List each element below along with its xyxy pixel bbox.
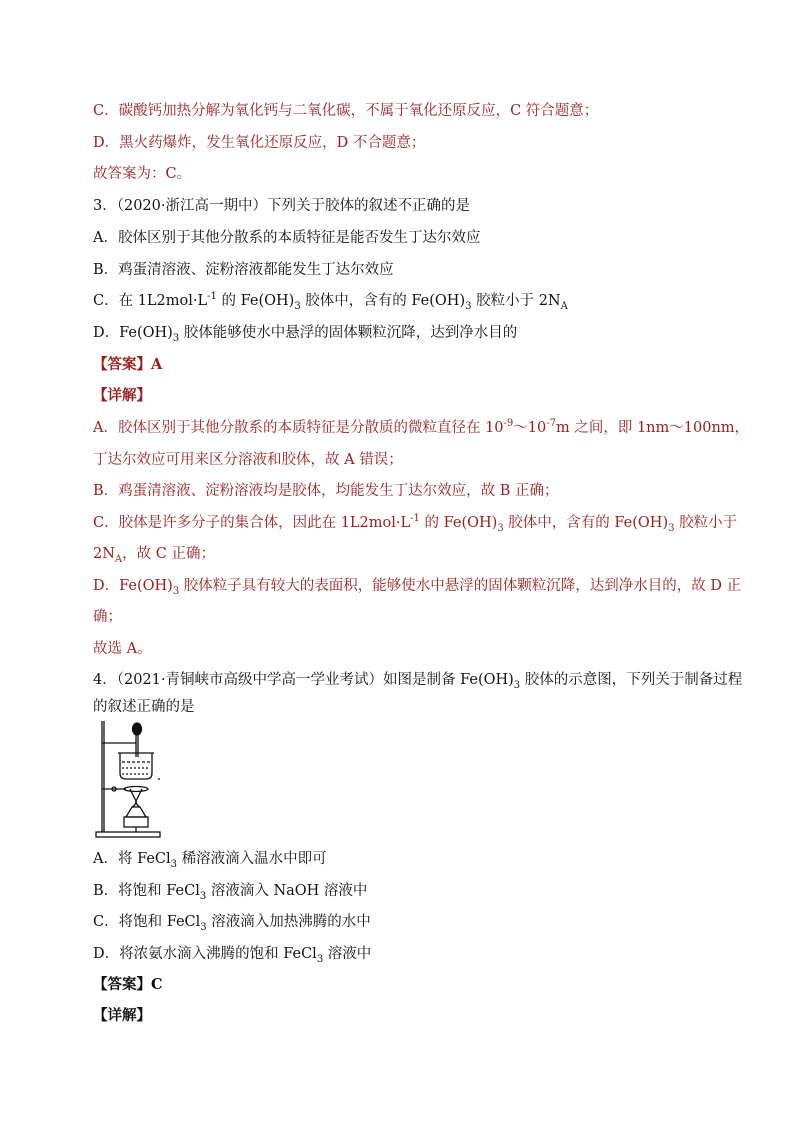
question-4-option-d: D．将浓氨水滴入沸腾的饱和 FeCl$_3$ 溶液中 <box>93 946 372 965</box>
explanation-3-c-line1: C．胶体是许多分子的集合体，因此在 $1L2mol\cdot L^{-1}$ 的 $Fe(OH)_3$ 胶体中，含有的 $Fe(OH)_3$ 胶粒小于 <box>93 513 738 534</box>
question-4-answer: 【答案】C <box>93 976 163 993</box>
question-3-option-c: C．在 $1L2mol\cdot L^{-1}$ 的 $Fe(OH)_3$ 胶体中，含有的 $Fe(OH)_3$ 胶粒小于 $2N_A$ <box>93 291 568 312</box>
answer-line-d-gunpowder: D．黑火药爆炸，发生氧化还原反应，D 不合题意； <box>93 135 426 151</box>
question-3-answer: 【答案】A <box>93 356 163 373</box>
question-3-option-a: A．胶体区别于其他分散系的本质特征是能否发生丁达尔效应 <box>93 230 481 246</box>
question-3-stem: 3．（2020·浙江高一期中）下列关于胶体的叙述不正确的是 <box>93 198 470 214</box>
explanation-3-a-line2: 丁达尔效应可用来区分溶液和胶体，故 A 错误； <box>93 452 403 468</box>
answer-conclusion-c: 故答案为：C。 <box>93 166 192 182</box>
question-4-explanation-heading: 【详解】 <box>93 1007 151 1024</box>
question-4-option-b: B．将饱和 FeCl$_3$ 溶液滴入 NaOH 溶液中 <box>93 883 368 902</box>
question-3-explanation-heading: 【详解】 <box>93 387 151 404</box>
question-4-stem-line1: 4．（2021·青铜峡市高级中学高一学业考试）如图是制备 $Fe(OH)_3$ 胶体的示意图，下列关于制备过程 <box>93 672 743 691</box>
explanation-3-c-line2: $2N_A$，故 C 正确； <box>93 546 215 565</box>
question-4-stem-line2: 的叙述正确的是 <box>93 699 195 715</box>
apparatus-fe-oh3-colloid-preparation-icon <box>92 717 164 841</box>
question-3-option-b: B．鸡蛋清溶液、淀粉溶液都能发生丁达尔效应 <box>93 262 394 278</box>
explanation-3-a-line1: A．胶体区别于其他分散系的本质特征是分散质的微粒直径在 $10^{-9}\sim 10^{-7}m$ 之间，即 1nm～100nm， <box>93 418 750 436</box>
answer-line-c-caco3: C．碳酸钙加热分解为氧化钙与二氧化碳，不属于氧化还原反应，C 符合题意； <box>93 103 599 119</box>
question-3-conclusion: 故选 A。 <box>93 641 152 657</box>
explanation-3-d-line1: D．$Fe(OH)_3$ 胶体粒子具有较大的表面积，能够使水中悬浮的固体颗粒沉降，达到净水目的，故 D 正 <box>93 578 742 597</box>
colloid-apparatus-figure <box>92 717 164 841</box>
question-3-option-d: D．$Fe(OH)_3$ 胶体能够使水中悬浮的固体颗粒沉降，达到净水目的 <box>93 325 518 344</box>
question-4-option-a: A．将 FeCl$_3$ 稀溶液滴入温水中即可 <box>93 851 327 870</box>
explanation-3-d-line2: 确； <box>93 609 122 625</box>
question-4-option-c: C．将饱和 FeCl$_3$ 溶液滴入加热沸腾的水中 <box>93 914 371 933</box>
explanation-3-b: B．鸡蛋清溶液、淀粉溶液均是胶体，均能发生丁达尔效应，故 B 正确； <box>93 483 559 499</box>
